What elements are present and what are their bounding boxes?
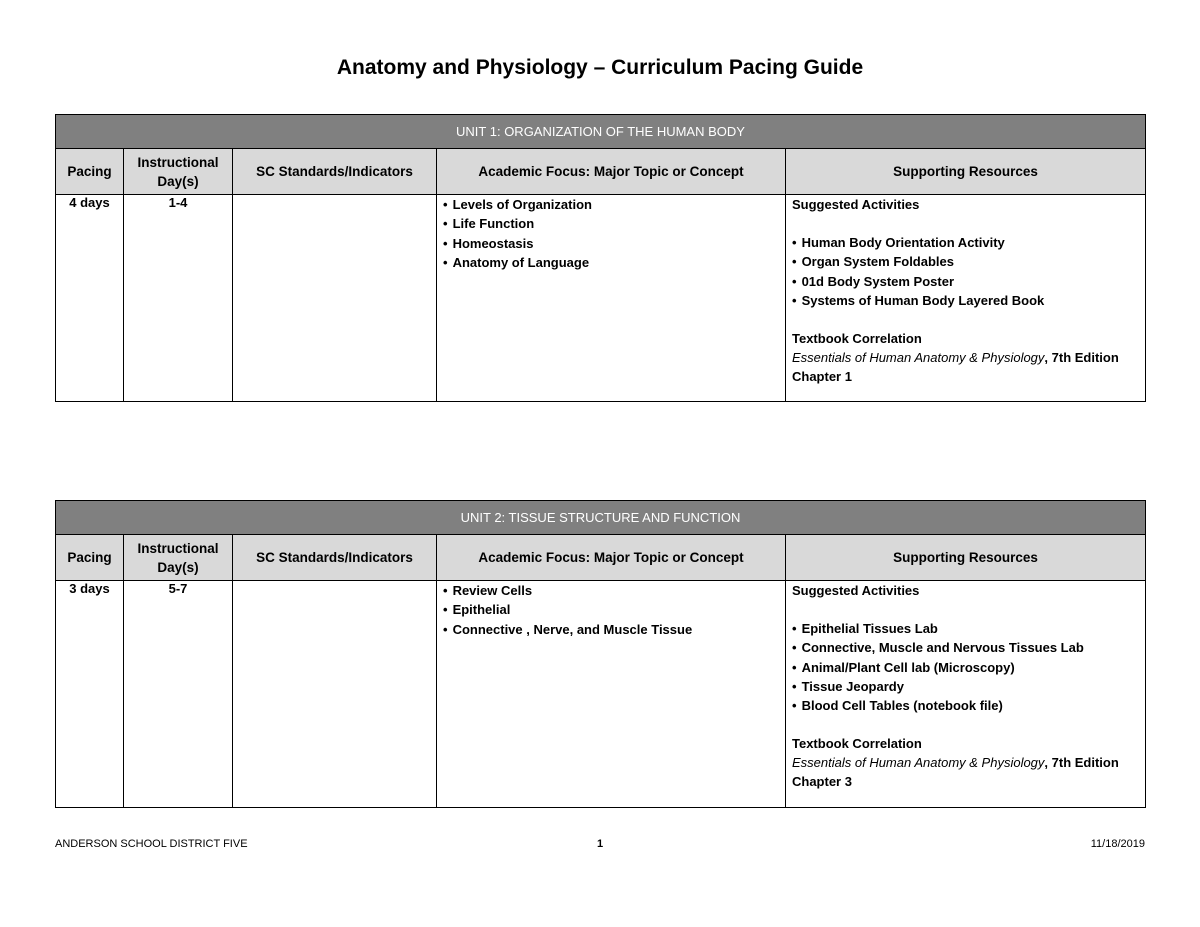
textbook-chapter: Chapter 1 <box>792 369 852 385</box>
resources-cell <box>786 581 1146 808</box>
days-cell: 1-4 <box>124 195 233 402</box>
activity-item: • Organ System Foldables <box>792 252 1145 271</box>
footer-date: 11/18/2019 <box>1090 838 1145 850</box>
focus-cell <box>437 581 786 808</box>
focus-item: • Life Function <box>443 214 785 233</box>
activity-item: • Animal/Plant Cell lab (Microscopy) <box>792 658 1145 677</box>
focus-item: • Review Cells <box>443 581 785 600</box>
activity-item: • 01d Body System Poster <box>792 272 1145 291</box>
unit-heading: UNIT 2: TISSUE STRUCTURE AND FUNCTION <box>56 501 1146 535</box>
activities-label: Suggested Activities <box>792 197 920 212</box>
column-header-focus: Academic Focus: Major Topic or Concept <box>437 149 786 195</box>
column-header-pacing: Pacing <box>56 149 124 195</box>
focus-item: • Connective , Nerve, and Muscle Tissue <box>443 620 785 639</box>
footer-page-number: 1 <box>596 838 604 850</box>
activity-item: • Human Body Orientation Activity <box>792 233 1145 252</box>
footer-district: ANDERSON SCHOOL DISTRICT FIVE <box>55 838 248 850</box>
activity-item: • Connective, Muscle and Nervous Tissues Lab <box>792 638 1145 657</box>
standards-cell <box>233 195 437 402</box>
column-header-standards: SC Standards/Indicators <box>233 535 437 581</box>
activity-item: • Systems of Human Body Layered Book <box>792 291 1145 310</box>
column-header-days: Instructional Day(s) <box>124 149 233 195</box>
textbook-label: Textbook Correlation <box>792 736 922 752</box>
textbook-edition: , 7th Edition <box>1044 350 1119 366</box>
column-header-pacing: Pacing <box>56 535 124 581</box>
activity-item: • Blood Cell Tables (notebook file) <box>792 696 1145 715</box>
column-header-resources: Supporting Resources <box>786 535 1146 581</box>
days-cell: 5-7 <box>124 581 233 808</box>
column-header-focus: Academic Focus: Major Topic or Concept <box>437 535 786 581</box>
textbook-label: Textbook Correlation <box>792 331 922 347</box>
document-title: Anatomy and Physiology – Curriculum Pacing Guide <box>336 56 864 79</box>
standards-cell <box>233 581 437 808</box>
textbook-edition: , 7th Edition <box>1044 755 1119 771</box>
resources-cell <box>786 195 1146 402</box>
column-header-standards: SC Standards/Indicators <box>233 149 437 195</box>
textbook-chapter: Chapter 3 <box>792 774 852 790</box>
textbook-title: Essentials of Human Anatomy & Physiology <box>792 350 1045 366</box>
focus-item: • Levels of Organization <box>443 195 785 214</box>
textbook-title: Essentials of Human Anatomy & Physiology <box>792 755 1045 771</box>
unit-heading: UNIT 1: ORGANIZATION OF THE HUMAN BODY <box>56 115 1146 149</box>
activity-item: • Tissue Jeopardy <box>792 677 1145 696</box>
column-header-resources: Supporting Resources <box>786 149 1146 195</box>
pacing-cell: 4 days <box>56 195 124 402</box>
focus-item: • Epithelial <box>443 600 785 619</box>
pacing-cell: 3 days <box>56 581 124 808</box>
activity-item: • Epithelial Tissues Lab <box>792 619 1145 638</box>
activities-label: Suggested Activities <box>792 583 920 598</box>
unit-1-table <box>55 114 1146 402</box>
unit-2-table <box>55 500 1146 808</box>
focus-cell <box>437 195 786 402</box>
column-header-days: Instructional Day(s) <box>124 535 233 581</box>
focus-item: • Homeostasis <box>443 234 785 253</box>
focus-item: • Anatomy of Language <box>443 253 785 272</box>
